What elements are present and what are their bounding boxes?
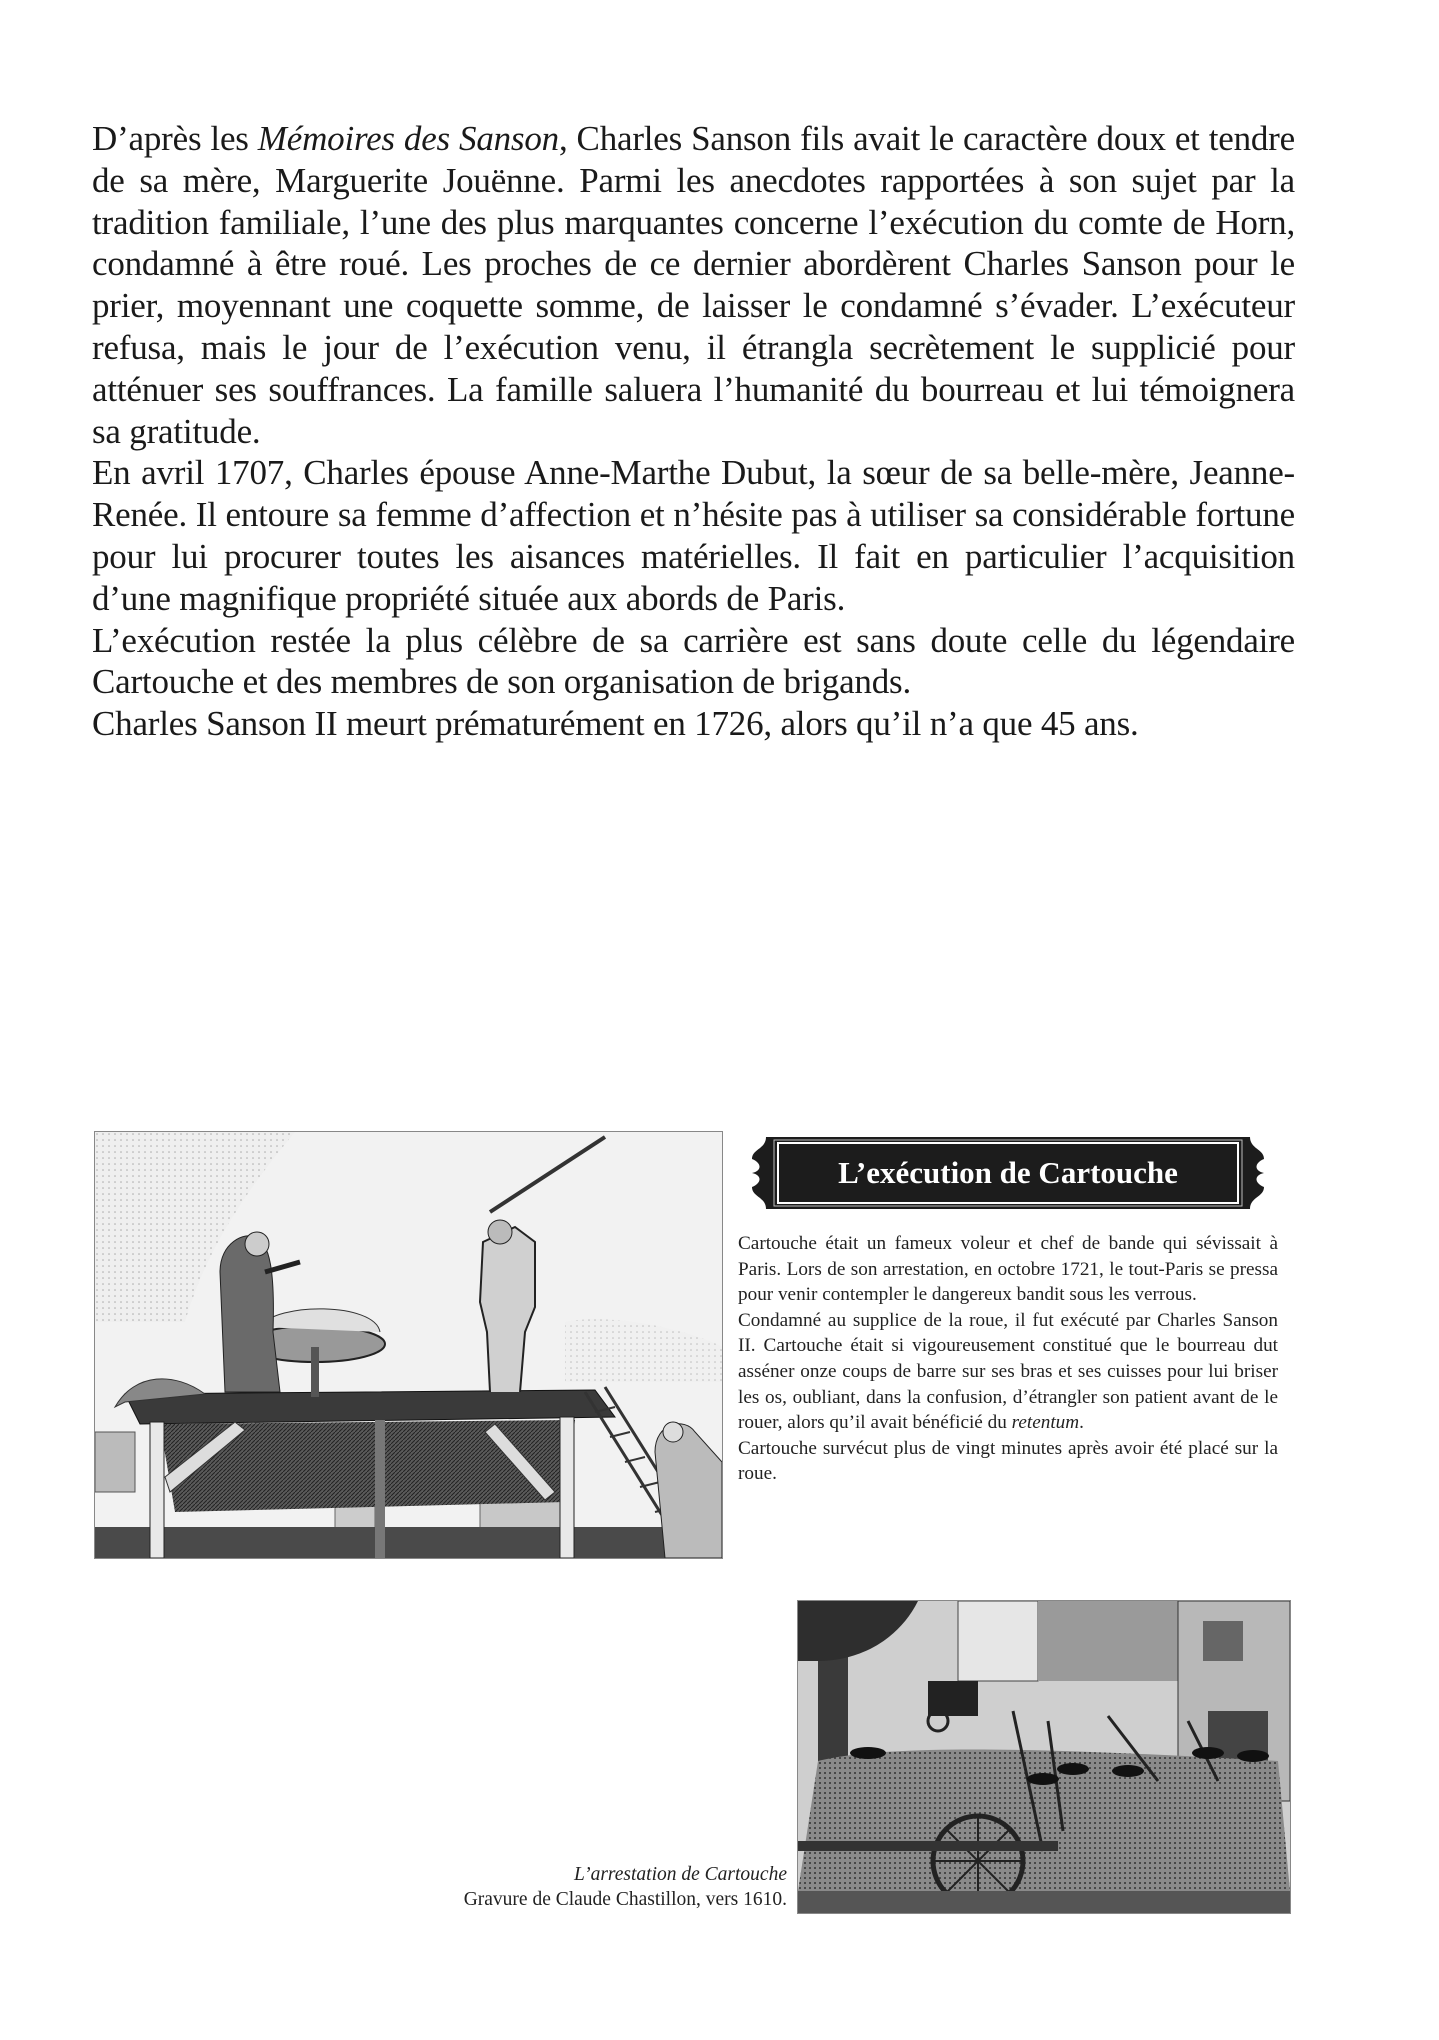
sidebar-title-banner xyxy=(744,1133,1272,1213)
caption-title: L’arrestation de Cartouche xyxy=(573,1864,787,1885)
paragraph-text: D’après les xyxy=(92,119,258,158)
paragraph-cartouche: L’exécution restée la plus célèbre de sa carrière est sans doute celle du légendaire Cartouche et des membres de son organisation de brigands. xyxy=(92,620,1295,702)
arrest-engraving-drawing xyxy=(798,1601,1290,1913)
sidebar-paragraph-execution xyxy=(738,1308,1278,1436)
execution-engraving-image xyxy=(94,1131,723,1559)
sidebar-text xyxy=(738,1231,1278,1487)
paragraph-marriage: En avril 1707, Charles épouse Anne-Marthe Dubut, la sœur de sa belle-mère, Jeanne-Renée. Il entoure sa femme d’affection et n’hésite pas à utiliser sa considérable fortune pour lui procurer toutes les aisances matérielles. Il fait en particulier l’acquisition d’une magnifique propriété située aux abords de Paris. xyxy=(92,453,1295,618)
paragraph-text: Condamné au supplice de la roue, il fut exécuté par Charles Sanson II. Cartouche était si vigoureusement constitué que le bourreau dut asséner onze coups de barre sur ses bras et ses cuisses pour lui briser les os, oubliant, dans la confusion, d’étrangler son patient avant de le rouer, alors qu’il avait bénéficié du xyxy=(738,1309,1278,1434)
paragraph-horn-anecdote xyxy=(92,118,1295,452)
sidebar-box xyxy=(738,1133,1278,1487)
arrest-engraving-image xyxy=(797,1600,1291,1914)
retentum-italic: retentum xyxy=(1011,1412,1080,1434)
image-caption xyxy=(464,1862,787,1912)
execution-engraving-drawing xyxy=(95,1132,722,1558)
main-body-text xyxy=(92,118,1295,745)
paragraph-death: Charles Sanson II meurt prématurément en 1726, alors qu’il n’a que 45 ans. xyxy=(92,704,1139,744)
caption-credit: Gravure de Claude Chastillon, vers 1610. xyxy=(463,1889,787,1910)
paragraph-text: , Charles Sanson fils avait le caractère doux et tendre de sa mère, Marguerite Jouënne. Parmi les anecdotes rapportées à son sujet par la tradition familiale, l’une des plus marquantes concerne l’exécution du comte de Horn, condamné à être roué. Les proches de ce dernier abordèrent Charles Sanson pour le prier, moyennant une coquette somme, de laisser le condamné s’évader. L’exécuteur refusa, mais le jour de l’exécution venu, il étrangla secrètement le supplicié pour atténuer ses souffrances. La famille saluera l’humanité du bourreau et lui témoignera sa gratitude. xyxy=(92,119,1295,451)
sidebar-paragraph-arrest: Cartouche était un fameux voleur et chef de bande qui sévissait à Paris. Lors de son arrestation, en octobre 1721, le tout-Paris se pressa pour venir contempler le dangereux bandit sous les verrous. xyxy=(738,1233,1278,1306)
sidebar-paragraph-survival: Cartouche survécut plus de vingt minutes après avoir été placé sur la roue. xyxy=(738,1437,1278,1485)
sidebar-title: L’exécution de Cartouche xyxy=(838,1155,1178,1190)
paragraph-text: . xyxy=(1079,1412,1084,1434)
book-title-italic: Mémoires des Sanson xyxy=(257,119,559,158)
